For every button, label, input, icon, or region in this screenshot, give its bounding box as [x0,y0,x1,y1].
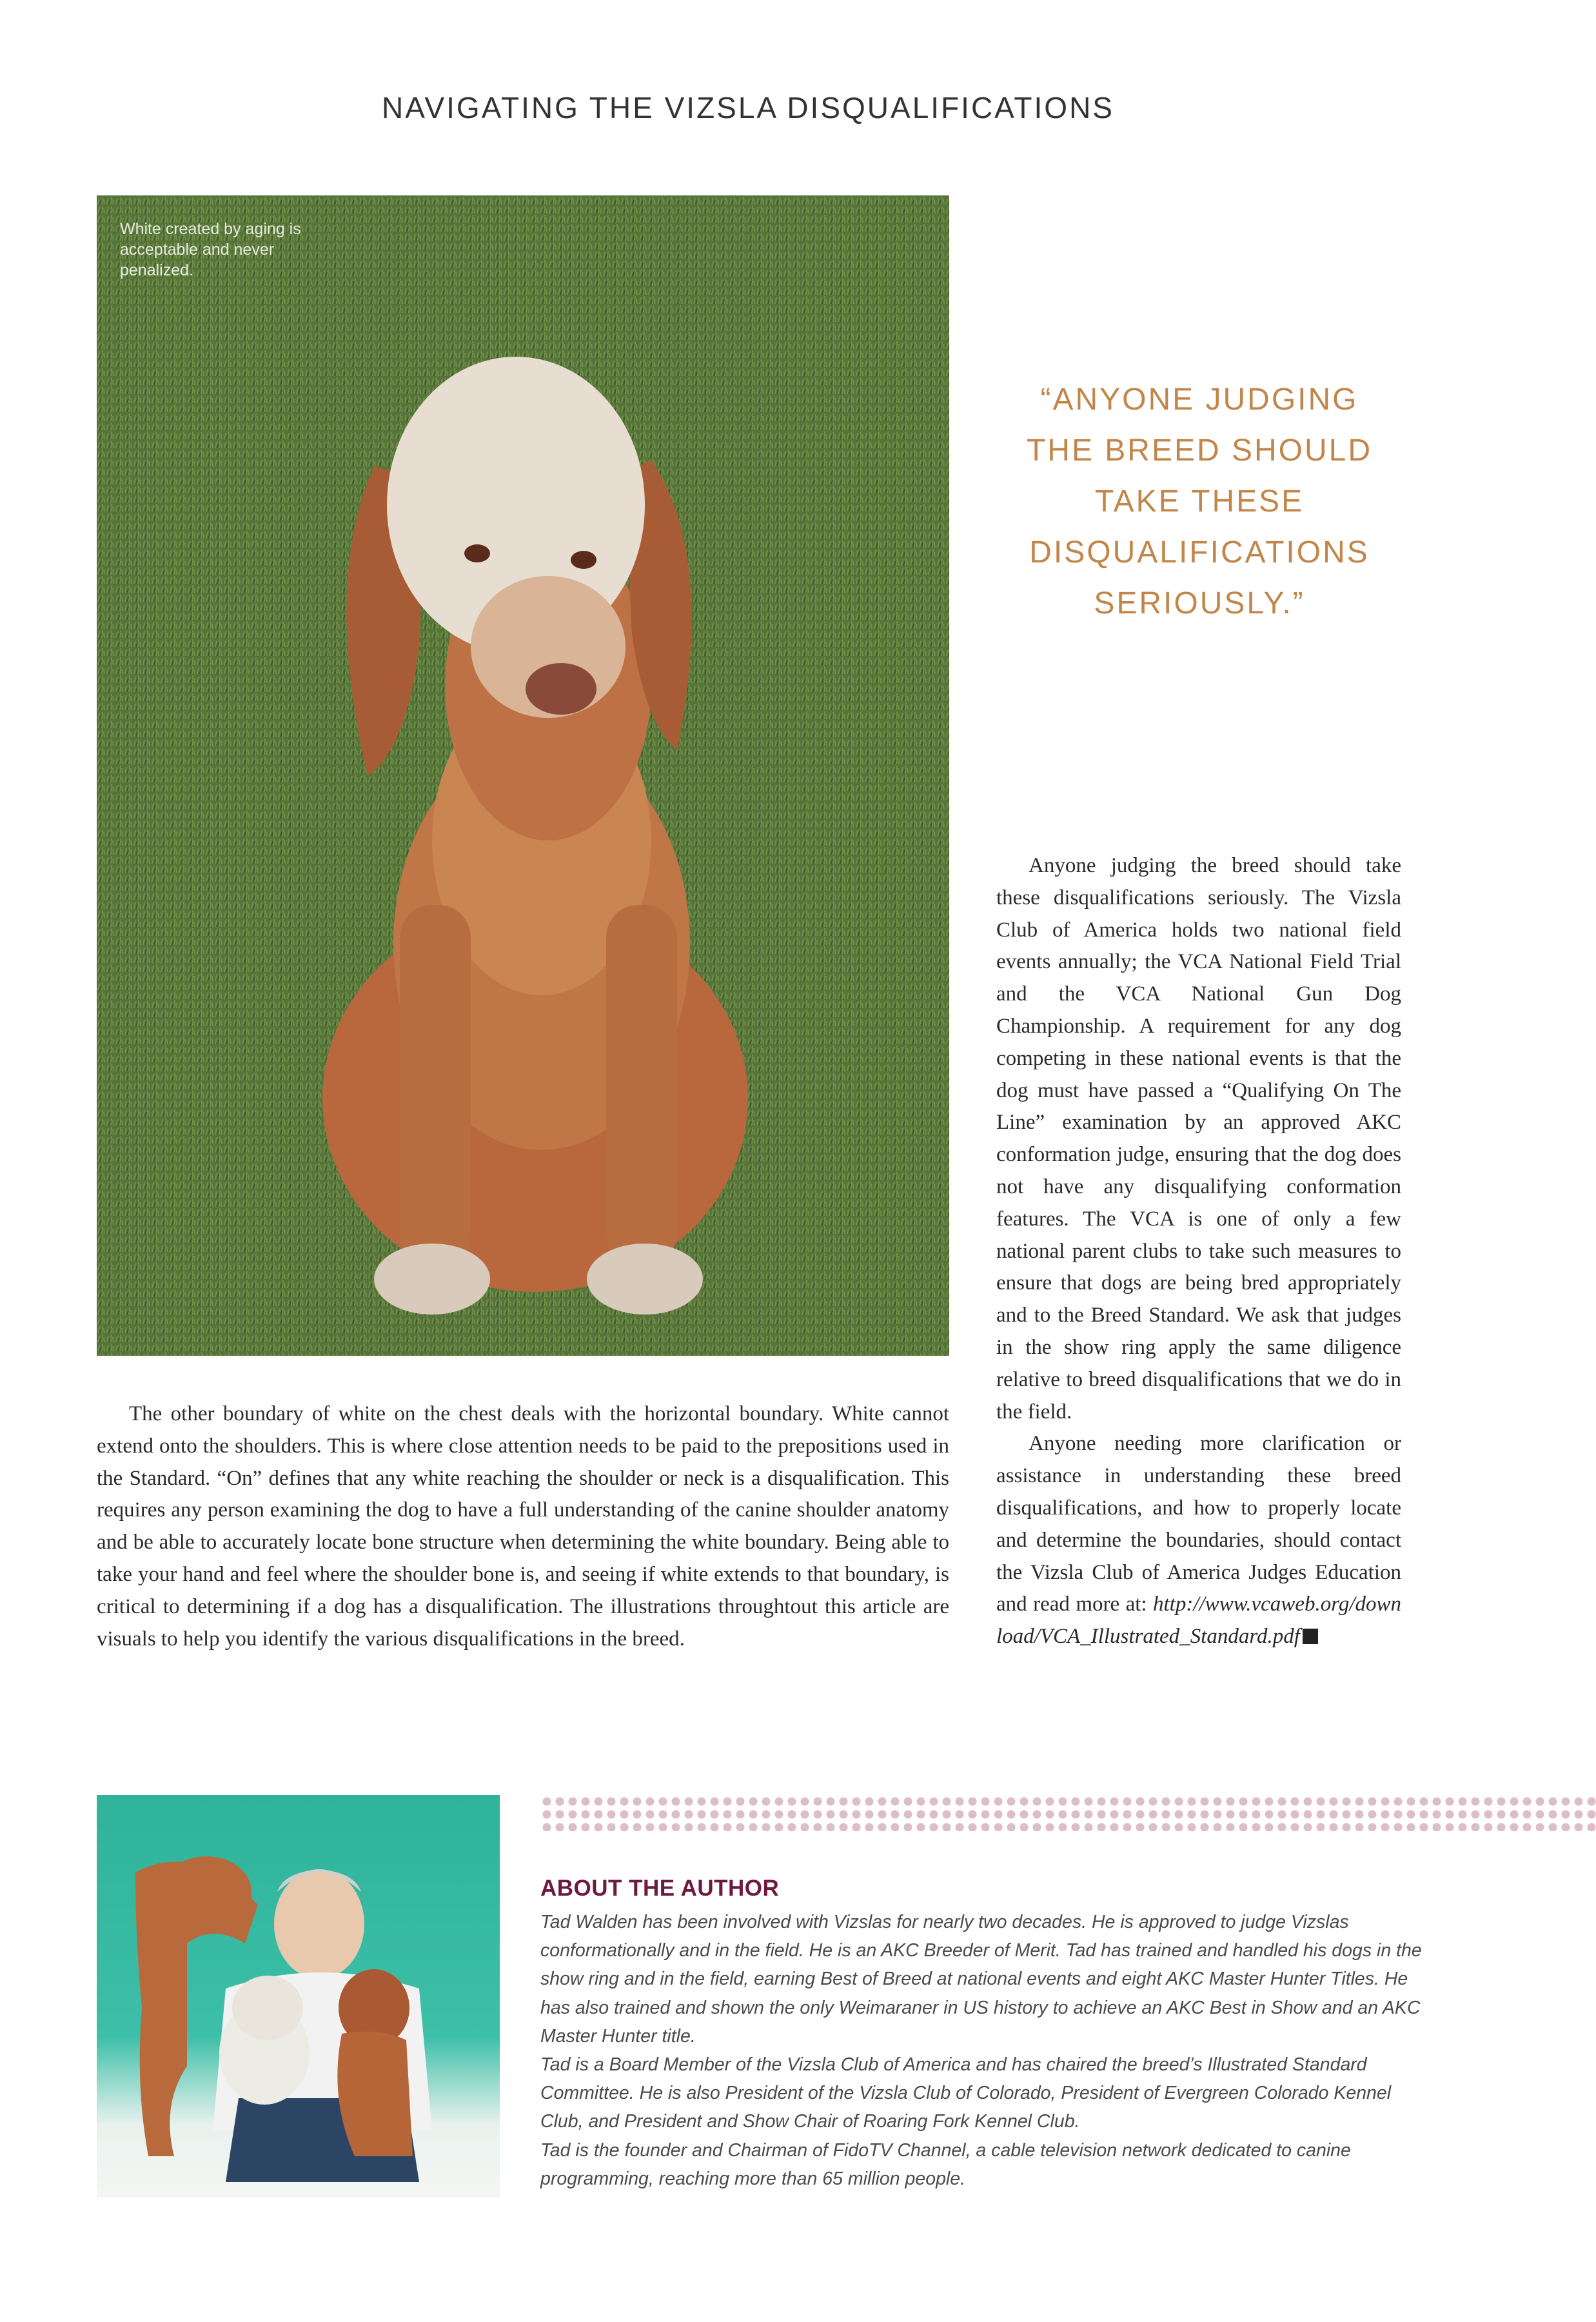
author-with-dogs-illustration [97,1795,500,2198]
paragraph-text: Anyone needing more clarification or assistance in understanding these breed disqualifications, and how to properly locate and determine the boundaries, should contact the Vizsla Club of America Judges Education and read more at: [996,1432,1401,1616]
vizsla-photo [97,195,949,1356]
right-article [996,850,1401,1653]
author-bio [540,1908,1424,2193]
decorative-dot-pattern [540,1795,1596,1831]
pull-quote: “ANYONE JUDGING THE BREED SHOULD TAKE THESE DISQUALIFICATIONS SERIOUSLY.” [1026,382,1373,620]
bio-paragraph: Tad is the founder and Chairman of FidoTV Channel, a cable television network dedicated to canine programming, reaching more than 65 million people. [540,2139,1351,2189]
vizsla-illustration [97,195,949,1356]
page-title: NAVIGATING THE VIZSLA DISQUALIFICATIONS [381,91,1114,124]
article-paragraph [996,1428,1401,1653]
author-photo [97,1795,500,2198]
left-article [97,1398,949,1655]
end-mark-icon [1303,1629,1318,1644]
photo-caption: White created by aging is acceptable and never penalized. [120,220,301,279]
article-paragraph: Anyone judging the breed should take these disqualifications seriously. The Vizsla Club of America holds two national field events annually; the VCA National Field Trial and the VCA National Gun Dog Championship. A requirement for any dog competing in these national events is that the dog must have passed a “Qualifying On The Line” examination by an approved AKC conformation judge, ensuring that the dog does not have any disqualifying conformation features. The VCA is one of only a few national parent clubs to take such measures to ensure that dogs are being bred appropriately and to the Breed Standard. We ask that judges in the show ring apply the same diligence relative to breed disqualifications that we do in the field. [996,854,1401,1424]
bio-paragraph: Tad is a Board Member of the Vizsla Club of America and has chaired the breed’s Illustrated Standard Committee. He is also President of the Vizsla Club of Colorado, President of Evergreen Colorado Kennel Club, and President and Show Chair of Roaring Fork Kennel Club. [540,2054,1392,2132]
standard-link[interactable]: http://www.vcaweb.org/download/VCA_Illustrated_Standard.pdf [996,1593,1402,1649]
author-heading: ABOUT THE AUTHOR [540,1876,780,1901]
bio-paragraph: Tad Walden has been involved with Vizslas for nearly two decades. He is approved to judge Vizslas conformationally and in the field. He is an AKC Breeder of Merit. Tad has trained and handled his dogs in the show ring and in the field, earning Best of Breed at national events and eight AKC Master Hunter Titles. He has also trained and shown the only Weimaraner in US history to achieve an AKC Best in Show and an AKC Master Hunter title. [540,1912,1422,2047]
article-paragraph: The other boundary of white on the chest deals with the horizontal boundary. White cannot extend onto the shoulders. This is where close attention needs to be paid to the prepositions used in the Standard. “On” defines that any white reaching the shoulder or neck is a disqualification. This requires any person examining the dog to have a full understanding of the canine shoulder anatomy and be able to accurately locate bone structure when determining the white boundary. Being able to take your hand and feel where the shoulder bone is, and seeing if white extends to that boundary, is critical to determining if a dog has a disqualification. The illustrations throughtout this article are visuals to help you identify the various disqualifications in the breed. [97,1402,949,1651]
